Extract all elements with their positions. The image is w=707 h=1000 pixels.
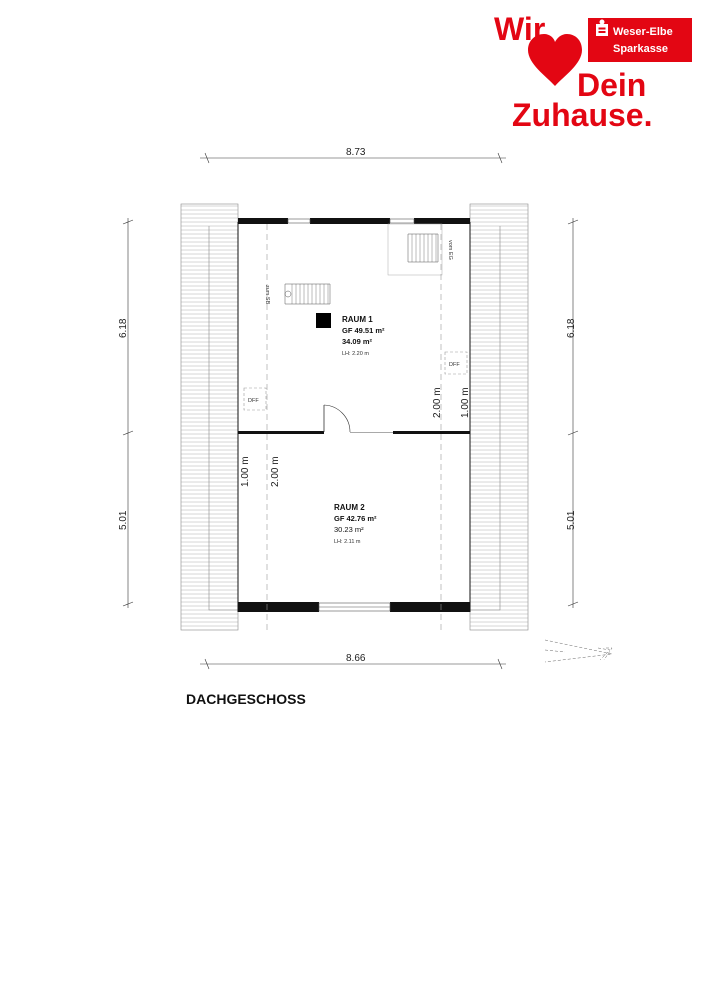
dimension-left <box>123 218 133 608</box>
door <box>324 405 350 432</box>
bank-name-line-1: Weser-Elbe <box>613 26 673 38</box>
dim-left-upper: 6.18 <box>118 318 129 338</box>
dim-top-width: 8.73 <box>346 147 366 158</box>
window-top-left <box>288 219 310 223</box>
dim-right-upper: 6.18 <box>566 318 577 338</box>
chimney <box>316 313 331 328</box>
dim-right-lower: 5.01 <box>566 510 577 530</box>
dff-left-label: DFF <box>248 398 259 404</box>
height-label-r1-1m: 1.00 m <box>460 387 471 418</box>
height-lines <box>267 224 441 630</box>
room-2-area: 30.23 m² <box>334 525 364 534</box>
slogan-line-3: Zuhause. <box>512 97 653 133</box>
room-2-name: RAUM 2 <box>334 503 365 512</box>
dim-left-lower: 5.01 <box>118 510 129 530</box>
room-1-gf: GF 49.51 m² <box>342 326 385 335</box>
room-1-label <box>342 315 385 357</box>
room-2-gf: GF 42.76 m² <box>334 514 377 523</box>
slogan-line-1: Wir <box>494 11 546 47</box>
stair-upper <box>388 224 442 275</box>
window-top-right <box>390 219 414 223</box>
room-2-label <box>334 503 377 545</box>
roof-window-right <box>445 352 467 374</box>
room-1-lh: LH: 2.20 m <box>342 351 369 357</box>
roof-left <box>181 204 238 630</box>
stair-upper-label: vom EG <box>447 240 453 260</box>
room-1-name: RAUM 1 <box>342 315 373 324</box>
dim-bottom-width: 8.66 <box>346 653 366 664</box>
bank-name-line-2: Sparkasse <box>613 43 669 55</box>
room-2-lh: LH: 2.11 m <box>334 539 361 545</box>
roof-right <box>470 204 528 630</box>
stair-lower <box>285 284 330 304</box>
stair-lower-label: zum SB <box>264 285 270 305</box>
height-label-r2-2m: 2.00 m <box>270 456 281 487</box>
slogan-line-2: Dein <box>577 67 647 103</box>
roof-window-left <box>244 388 266 410</box>
height-label-r1-2m: 2.00 m <box>432 387 443 418</box>
height-label-r2-1m: 1.00 m <box>240 456 251 487</box>
dimension-right <box>568 218 578 608</box>
dff-right-label: DFF <box>449 362 460 368</box>
north-arrow-icon <box>545 640 612 662</box>
brand-logo <box>494 11 692 133</box>
floor-title: DACHGESCHOSS <box>186 691 306 707</box>
room-1-area: 34.09 m² <box>342 337 373 346</box>
